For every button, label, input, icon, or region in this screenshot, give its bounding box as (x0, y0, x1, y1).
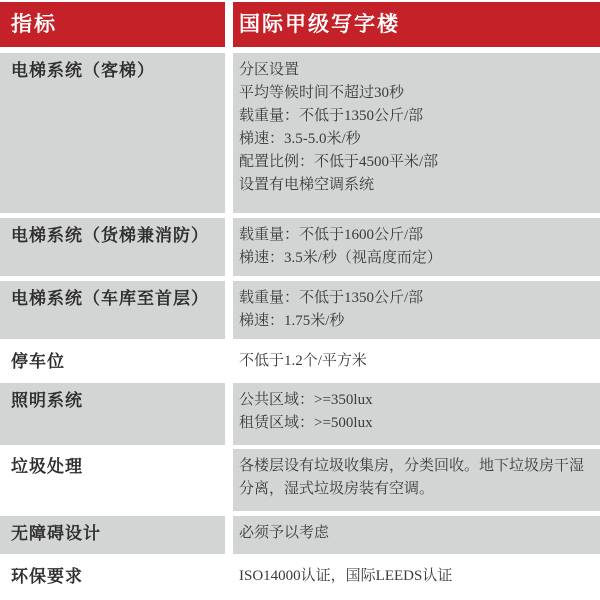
value-line: 租赁区域：>=500lux (239, 415, 373, 431)
row-label-cell (0, 449, 225, 511)
value-line: 平均等候时间不超过30秒 (239, 85, 405, 101)
table-row-lighting (0, 383, 600, 445)
row-value-cell (233, 516, 600, 554)
header-standard-label: 国际甲级写字楼 (239, 13, 400, 36)
column-divider (225, 449, 233, 511)
table-row-elevator-freight (0, 218, 600, 276)
value-line: 各楼层设有垃圾收集房，分类回收。地下垃圾房干湿分离，湿式垃圾房装有空调。 (239, 458, 585, 497)
table-row-accessibility (0, 516, 600, 554)
row-value-cell (233, 383, 600, 445)
header-indicator-label: 指标 (11, 13, 57, 36)
header-indicator-cell (0, 2, 225, 47)
value-line: 梯速：3.5米/秒（视高度而定） (239, 250, 442, 266)
table-header-row (0, 2, 600, 47)
row-label-cell (0, 281, 225, 339)
row-label-cell (0, 516, 225, 554)
value-line: 配置比例：不低于4500平米/部 (239, 154, 439, 170)
value-line: 公共区域：>=350lux (239, 392, 373, 408)
column-divider (225, 281, 233, 339)
row-value-cell (233, 449, 600, 511)
row-label-cell (0, 559, 225, 594)
row-label: 电梯系统（车库至首层） (11, 289, 209, 308)
row-label: 无障碍设计 (11, 524, 101, 543)
value-line: 设置有电梯空调系统 (239, 177, 375, 193)
table-row-elevator-garage (0, 281, 600, 339)
row-value-cell (233, 218, 600, 276)
row-value-cell (233, 344, 600, 379)
value-line: 梯速：1.75米/秒 (239, 313, 345, 329)
table-row-garbage (0, 449, 600, 511)
column-divider (225, 559, 233, 594)
column-divider (225, 383, 233, 445)
row-label: 电梯系统（货梯兼消防） (11, 226, 209, 245)
column-divider (225, 218, 233, 276)
row-label-cell (0, 344, 225, 379)
column-divider (225, 2, 233, 47)
row-label: 停车位 (11, 352, 65, 371)
column-divider (225, 344, 233, 379)
row-label-cell (0, 218, 225, 276)
value-line: 载重量：不低于1350公斤/部 (239, 290, 424, 306)
table-row-environmental (0, 559, 600, 594)
value-line: 载重量：不低于1350公斤/部 (239, 108, 424, 124)
row-value-cell (233, 53, 600, 213)
row-label: 垃圾处理 (11, 457, 83, 476)
row-label-cell (0, 53, 225, 213)
value-line: 载重量：不低于1600公斤/部 (239, 227, 424, 243)
value-line: 梯速：3.5-5.0米/秒 (239, 131, 361, 147)
row-value-cell (233, 559, 600, 594)
column-divider (225, 53, 233, 213)
value-line: ISO14000认证，国际LEEDS认证 (239, 568, 453, 584)
value-line: 不低于1.2个/平方米 (239, 353, 367, 369)
table-row-elevator-passenger (0, 53, 600, 213)
row-label: 照明系统 (11, 391, 83, 410)
column-divider (225, 516, 233, 554)
row-label: 电梯系统（客梯） (11, 61, 155, 80)
row-label-cell (0, 383, 225, 445)
header-standard-cell (233, 2, 600, 47)
value-line: 必须予以考虑 (239, 525, 330, 541)
table-row-parking (0, 344, 600, 379)
row-label: 环保要求 (11, 567, 83, 586)
row-value-cell (233, 281, 600, 339)
value-line: 分区设置 (239, 62, 300, 78)
